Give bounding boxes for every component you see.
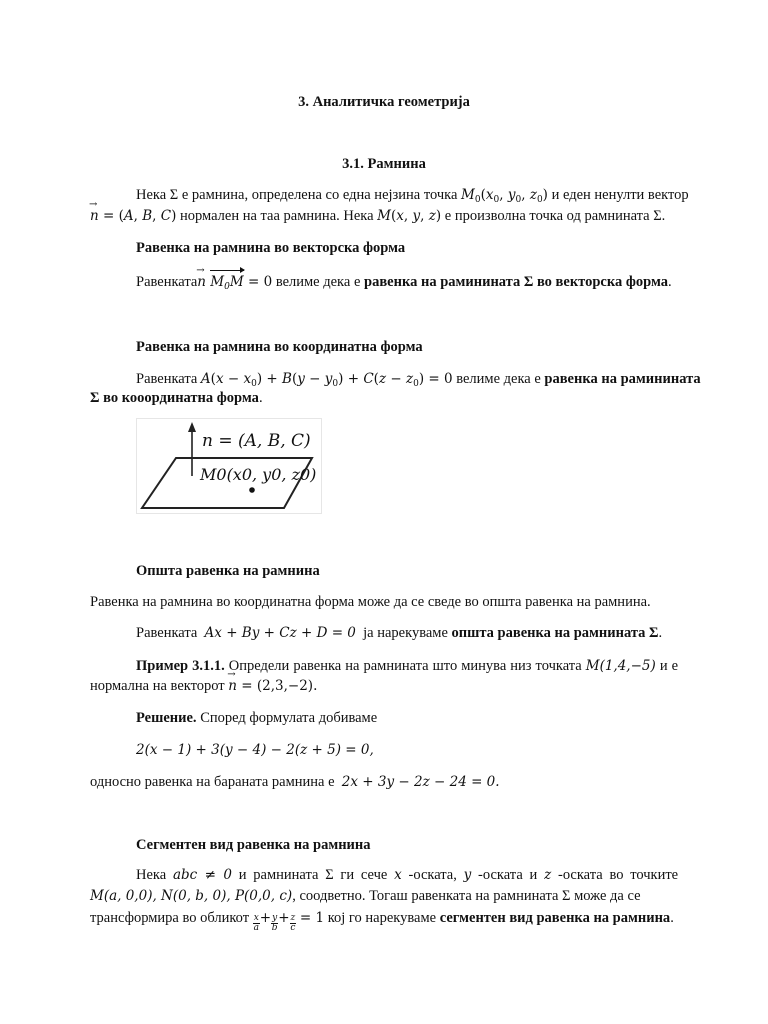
result-text: односно равенка на бараната рамнина е bbox=[90, 774, 335, 790]
intro-line-2: → n = (A, B, C) нормален на таа рамнина. Нека M(x, y, z) е произволна точка од рамнината Σ. bbox=[90, 207, 665, 225]
coord-form-heading: Равенка на рамнина во координатна форма bbox=[136, 339, 423, 355]
result-line bbox=[90, 773, 500, 791]
example-line-2: нормална на векторот → n = (2,3,−2). bbox=[90, 677, 317, 695]
frac-y-b: $\frac{y}{b}$ bbox=[271, 913, 278, 933]
segment-end: . bbox=[670, 910, 674, 926]
segment-text-e: -оската во точките bbox=[557, 867, 679, 883]
intro-text-c: нормален на таа рамнина. Нека bbox=[179, 208, 374, 224]
coord-form-bold-2: Σ во кооординатна форма bbox=[90, 390, 259, 406]
segment-text-d: -оската и bbox=[478, 867, 538, 883]
segment-text-a: Нека bbox=[136, 867, 167, 883]
general-form-end: . bbox=[658, 625, 663, 641]
coord-form-mid: велиме дека е bbox=[456, 371, 541, 387]
segment-x-var: x bbox=[394, 867, 402, 883]
point-m0-dot bbox=[249, 487, 255, 493]
normal-label: n = (A, B, C) bbox=[202, 431, 311, 451]
intro-text-b: и еден ненулти вектор bbox=[551, 187, 689, 203]
general-form-p2 bbox=[136, 624, 662, 642]
general-form-heading: Општа равенка на рамнина bbox=[136, 563, 320, 579]
example-text-a: Определи равенка на рамнината што минува низ точката bbox=[228, 658, 582, 674]
segment-condition: abc ≠ 0 bbox=[172, 867, 232, 883]
segment-text-b: и рамнината Σ ги сече bbox=[238, 867, 388, 883]
example-line-1 bbox=[136, 657, 678, 675]
example-point: M(1,4,−5) bbox=[585, 658, 656, 674]
general-form-bold: општа равенка на рамнината Σ bbox=[451, 625, 659, 641]
general-form-mid: ја нарекуваме bbox=[363, 625, 448, 641]
general-form-eq: Ax + By + Cz + D = 0 bbox=[204, 625, 356, 641]
segment-text-g: трансформира во обликот bbox=[90, 910, 250, 926]
vector-form-line: Равенката→ n $M_0M = 0$ велиме дека е равенка на раминината Σ во векторска форма. bbox=[136, 273, 672, 291]
segment-form-heading: Сегментен вид равенка на рамнина bbox=[136, 837, 371, 853]
vector-form-mid: велиме дека е bbox=[275, 274, 361, 290]
segment-text-h: кој го нарекуваме bbox=[327, 910, 437, 926]
example-text-c: нормална на векторот bbox=[90, 678, 225, 694]
segment-text-c: -оската, bbox=[408, 867, 457, 883]
general-form-lead: Равенката bbox=[136, 625, 198, 641]
coord-form-line-2 bbox=[90, 389, 263, 407]
intro-text-a: Нека Σ е рамнина, определена со една нејзина точка bbox=[136, 187, 458, 203]
result-equation: 2x + 3y − 2z − 24 = 0. bbox=[341, 774, 500, 790]
vector-form-eq: = 0 bbox=[247, 274, 273, 290]
general-form-p1: Равенка на рамнина во координатна форма може да се сведе во општа равенка на рамнина. bbox=[90, 594, 651, 610]
vector-form-heading: Равенка на рамнина во векторска форма bbox=[136, 240, 406, 256]
example-vector: = (2,3,−2). bbox=[241, 678, 318, 694]
segment-line-2 bbox=[90, 887, 641, 905]
intro-text-d: е произволна точка од рамнината Σ. bbox=[444, 208, 666, 224]
point-label: M0(x0, y0, z0) bbox=[200, 465, 317, 484]
section-title: 3.1. Рамнина bbox=[342, 156, 426, 172]
frac-x-a: $\frac{x}{a}$ bbox=[253, 913, 259, 933]
segment-bold: сегментен вид равенка на рамнина bbox=[439, 910, 671, 926]
example-label: Пример 3.1.1. bbox=[136, 658, 225, 674]
coord-form-lead: Равенката bbox=[136, 371, 198, 387]
coord-form-end: . bbox=[258, 390, 263, 406]
coord-form-line-1: Равенката $A(x - x_0) + B(y - y_0) + C(z - z_0) = 0$ велиме дека е равенка на раминината bbox=[136, 371, 701, 389]
segment-line-1 bbox=[136, 866, 678, 884]
chapter-title: 3. Аналитичка геометрија bbox=[298, 94, 470, 110]
vector-form-bold: равенка на раминината Σ во векторска форма bbox=[364, 274, 669, 290]
segment-line-3: трансформира во обликот $\frac{x}{a}$ + $\frac{y}{b}$ + $\frac{z}{c}$ = 1 кој го нарекуваме сегментен вид равенка на рамнина. bbox=[90, 910, 674, 933]
intro-line-1: Нека Σ е рамнина, определена со една нејзина точка $M_0(x_0$, $y_0$, $z_0$) и еден ненулти вектор bbox=[136, 187, 689, 205]
segment-z-var: z bbox=[544, 867, 552, 883]
solution-label: Решение. bbox=[136, 710, 197, 726]
vector-form-end: . bbox=[668, 274, 672, 290]
segment-y-var: y bbox=[463, 867, 472, 883]
coord-form-bold-1: равенка на раминината bbox=[544, 371, 701, 387]
vector-form-lead: Равенката bbox=[136, 274, 198, 290]
plane-figure bbox=[136, 418, 322, 514]
example-text-b: и е bbox=[659, 658, 679, 674]
solution-text: Според формулата добиваме bbox=[200, 710, 378, 726]
solution-line bbox=[136, 709, 377, 727]
segment-eq: = 1 bbox=[299, 910, 325, 926]
frac-z-c: $\frac{z}{c}$ bbox=[290, 913, 296, 933]
solution-equation: 2(x − 1) + 3(y − 4) − 2(z + 5) = 0, bbox=[136, 742, 374, 758]
segment-text-f: , соодветно. Тогаш равенката на рамнината Σ може да се bbox=[292, 888, 641, 904]
segment-points: M(a, 0,0), N(0, b, 0), P(0,0, c) bbox=[90, 888, 293, 904]
